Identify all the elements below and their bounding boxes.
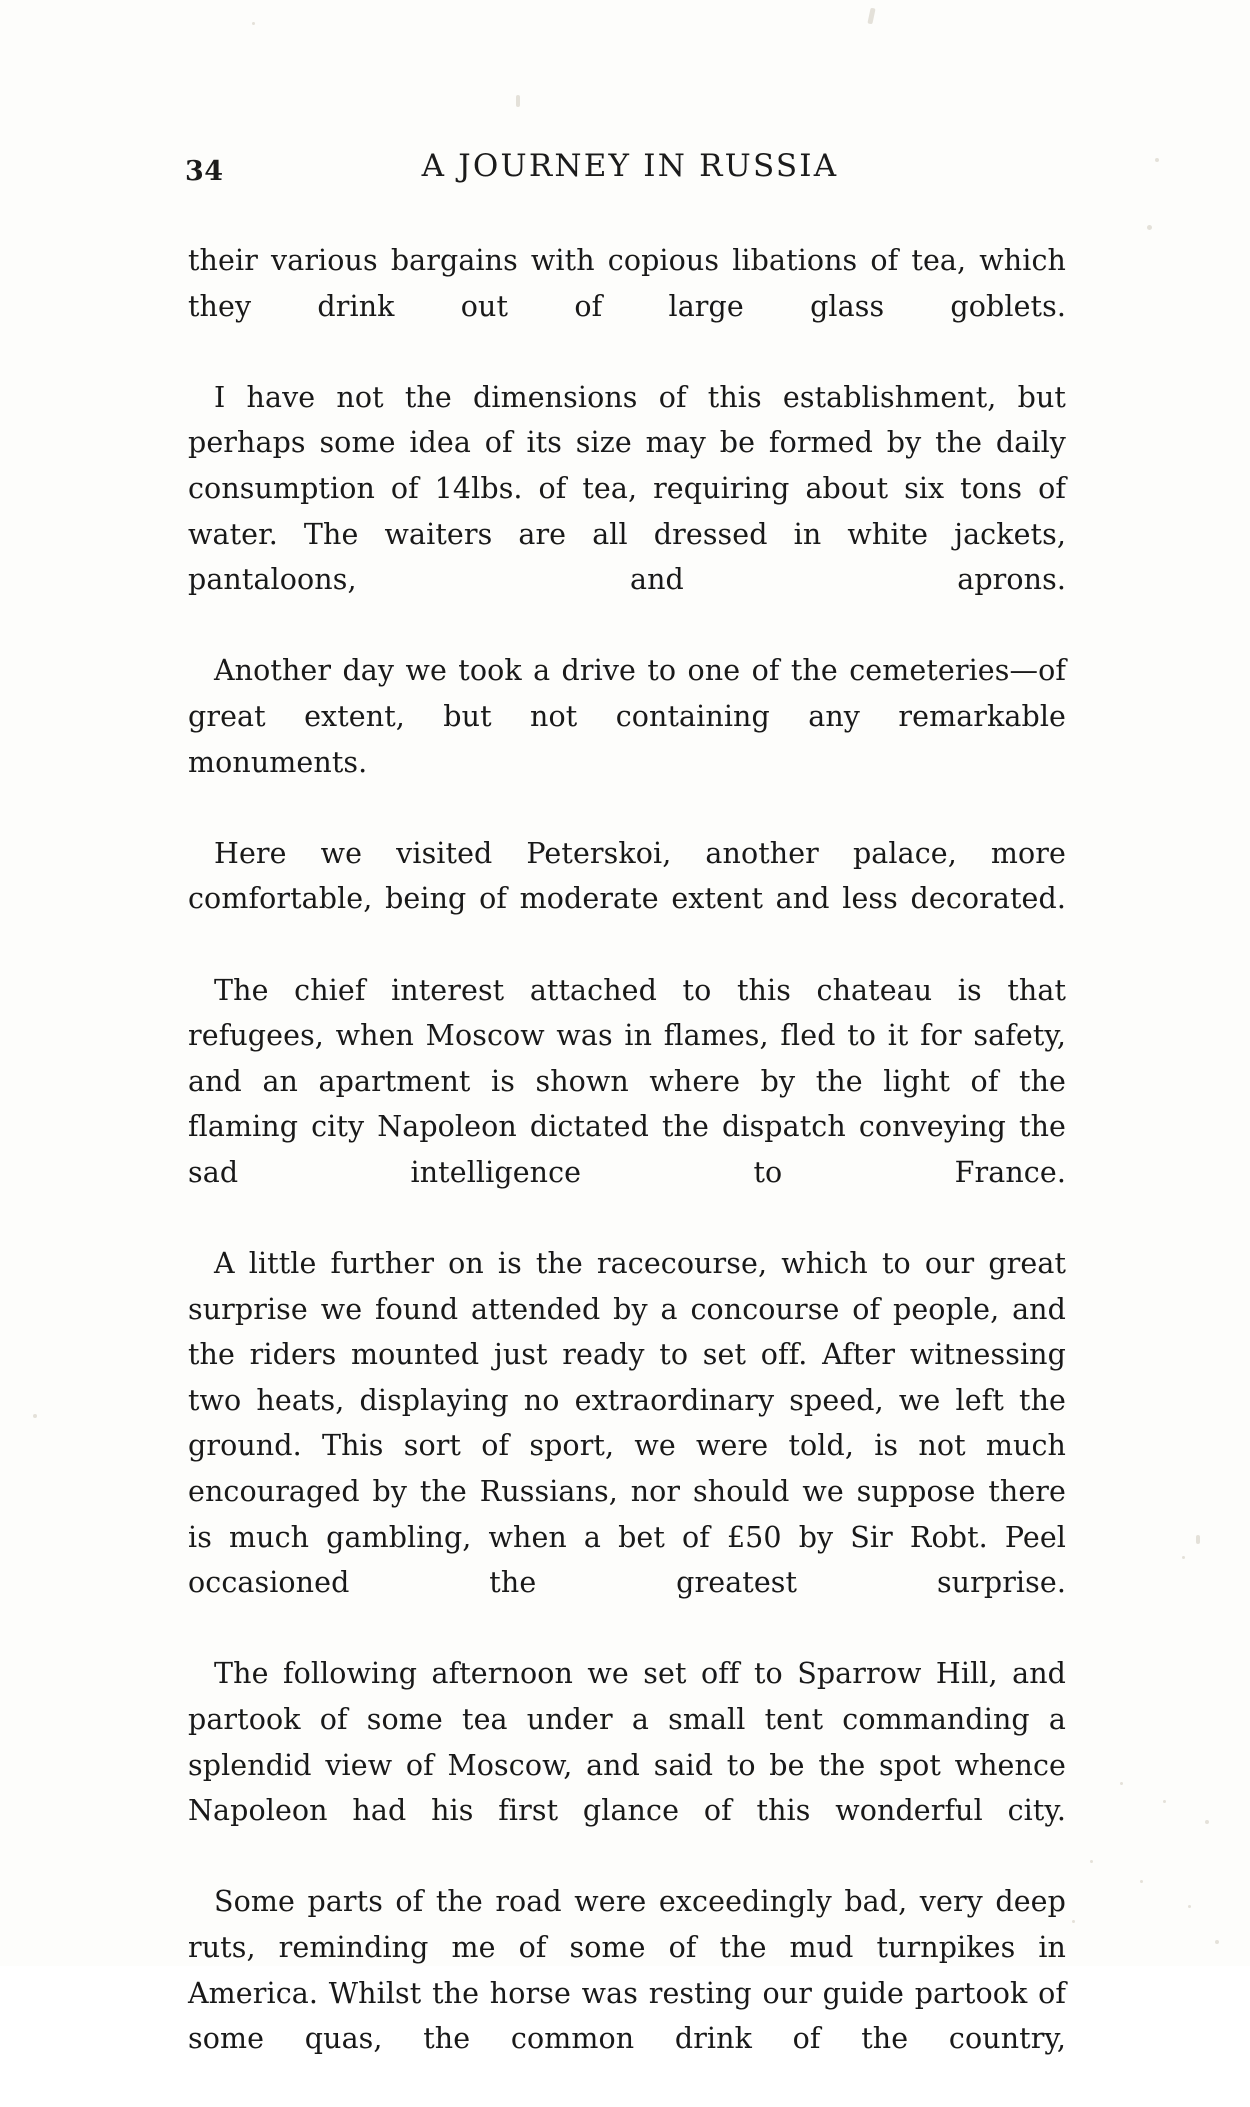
paragraph: their various bargains with copious libations of tea, which they drink out of large glass goblets. bbox=[188, 244, 1066, 323]
paragraph: I have not the dimensions of this establishment, but perhaps some idea of its size may be formed by the daily consumption of 14lbs. of tea, requiring about six tons of water. The waiters are all dressed in white jackets, pantaloons, and aprons. bbox=[188, 380, 1066, 597]
paragraph: Another day we took a drive to one of the cemeteries—of great extent, but not containing any remarkable monuments. bbox=[188, 654, 1066, 779]
scan-artifact bbox=[1147, 225, 1152, 230]
scan-artifact bbox=[1182, 1556, 1185, 1559]
scan-artifact bbox=[1188, 1905, 1191, 1908]
scan-artifact bbox=[252, 22, 255, 25]
scan-artifact bbox=[1163, 1800, 1166, 1803]
paragraph: A little further on is the racecourse, which to our great surprise we found attended by a concourse of people, and the riders mounted just ready to set off. After witnessing two heats, displaying no extraordinary speed, we left the ground. This sort of sport, we were told, is not much encouraged by the Russians, nor should we suppose there is much gambling, when a bet of £50 by Sir Robt. Peel occasioned the greatest surprise. bbox=[188, 1247, 1066, 1600]
paragraph: Here we visited Peterskoi, another palace, more comfortable, being of moderate extent and less decorated. bbox=[188, 836, 1066, 916]
paragraph: The following afternoon we set off to Sparrow Hill, and partook of some tea under a small tent commanding a splendid view of Moscow, and said to be the spot whence Napoleon had his first glance of this wonderful city. bbox=[188, 1657, 1066, 1828]
scan-artifact bbox=[1140, 1880, 1143, 1883]
page-number: 34 bbox=[185, 156, 224, 187]
paragraph: The chief interest attached to this chateau is that refugees, when Moscow was in flames, fled to it for safety, and an apartment is shown where by the light of the flaming city Napoleon dictated the dispatch conveying the sad intelligence to France. bbox=[188, 973, 1066, 1189]
page-header bbox=[185, 148, 1075, 196]
scan-artifact bbox=[516, 95, 520, 107]
running-title: A JOURNEY IN RUSSIA bbox=[421, 148, 839, 184]
paragraph: Some parts of the road were exceedingly bad, very deep ruts, reminding me of some of the mud turnpikes in America. Whilst the horse was resting our guide partook of some quas, the common drink of the country, bbox=[188, 1885, 1066, 2056]
page-body bbox=[188, 238, 1066, 2107]
scan-artifact bbox=[1072, 1920, 1075, 1923]
scan-artifact bbox=[33, 1414, 37, 1418]
scan-artifact bbox=[1205, 1820, 1209, 1824]
scan-artifact bbox=[1090, 1860, 1093, 1863]
scan-artifact bbox=[867, 8, 875, 25]
scan-artifact bbox=[1155, 158, 1159, 162]
scan-artifact bbox=[1215, 1940, 1219, 1944]
scan-artifact bbox=[1196, 1535, 1200, 1544]
scan-artifact bbox=[1120, 1782, 1123, 1785]
